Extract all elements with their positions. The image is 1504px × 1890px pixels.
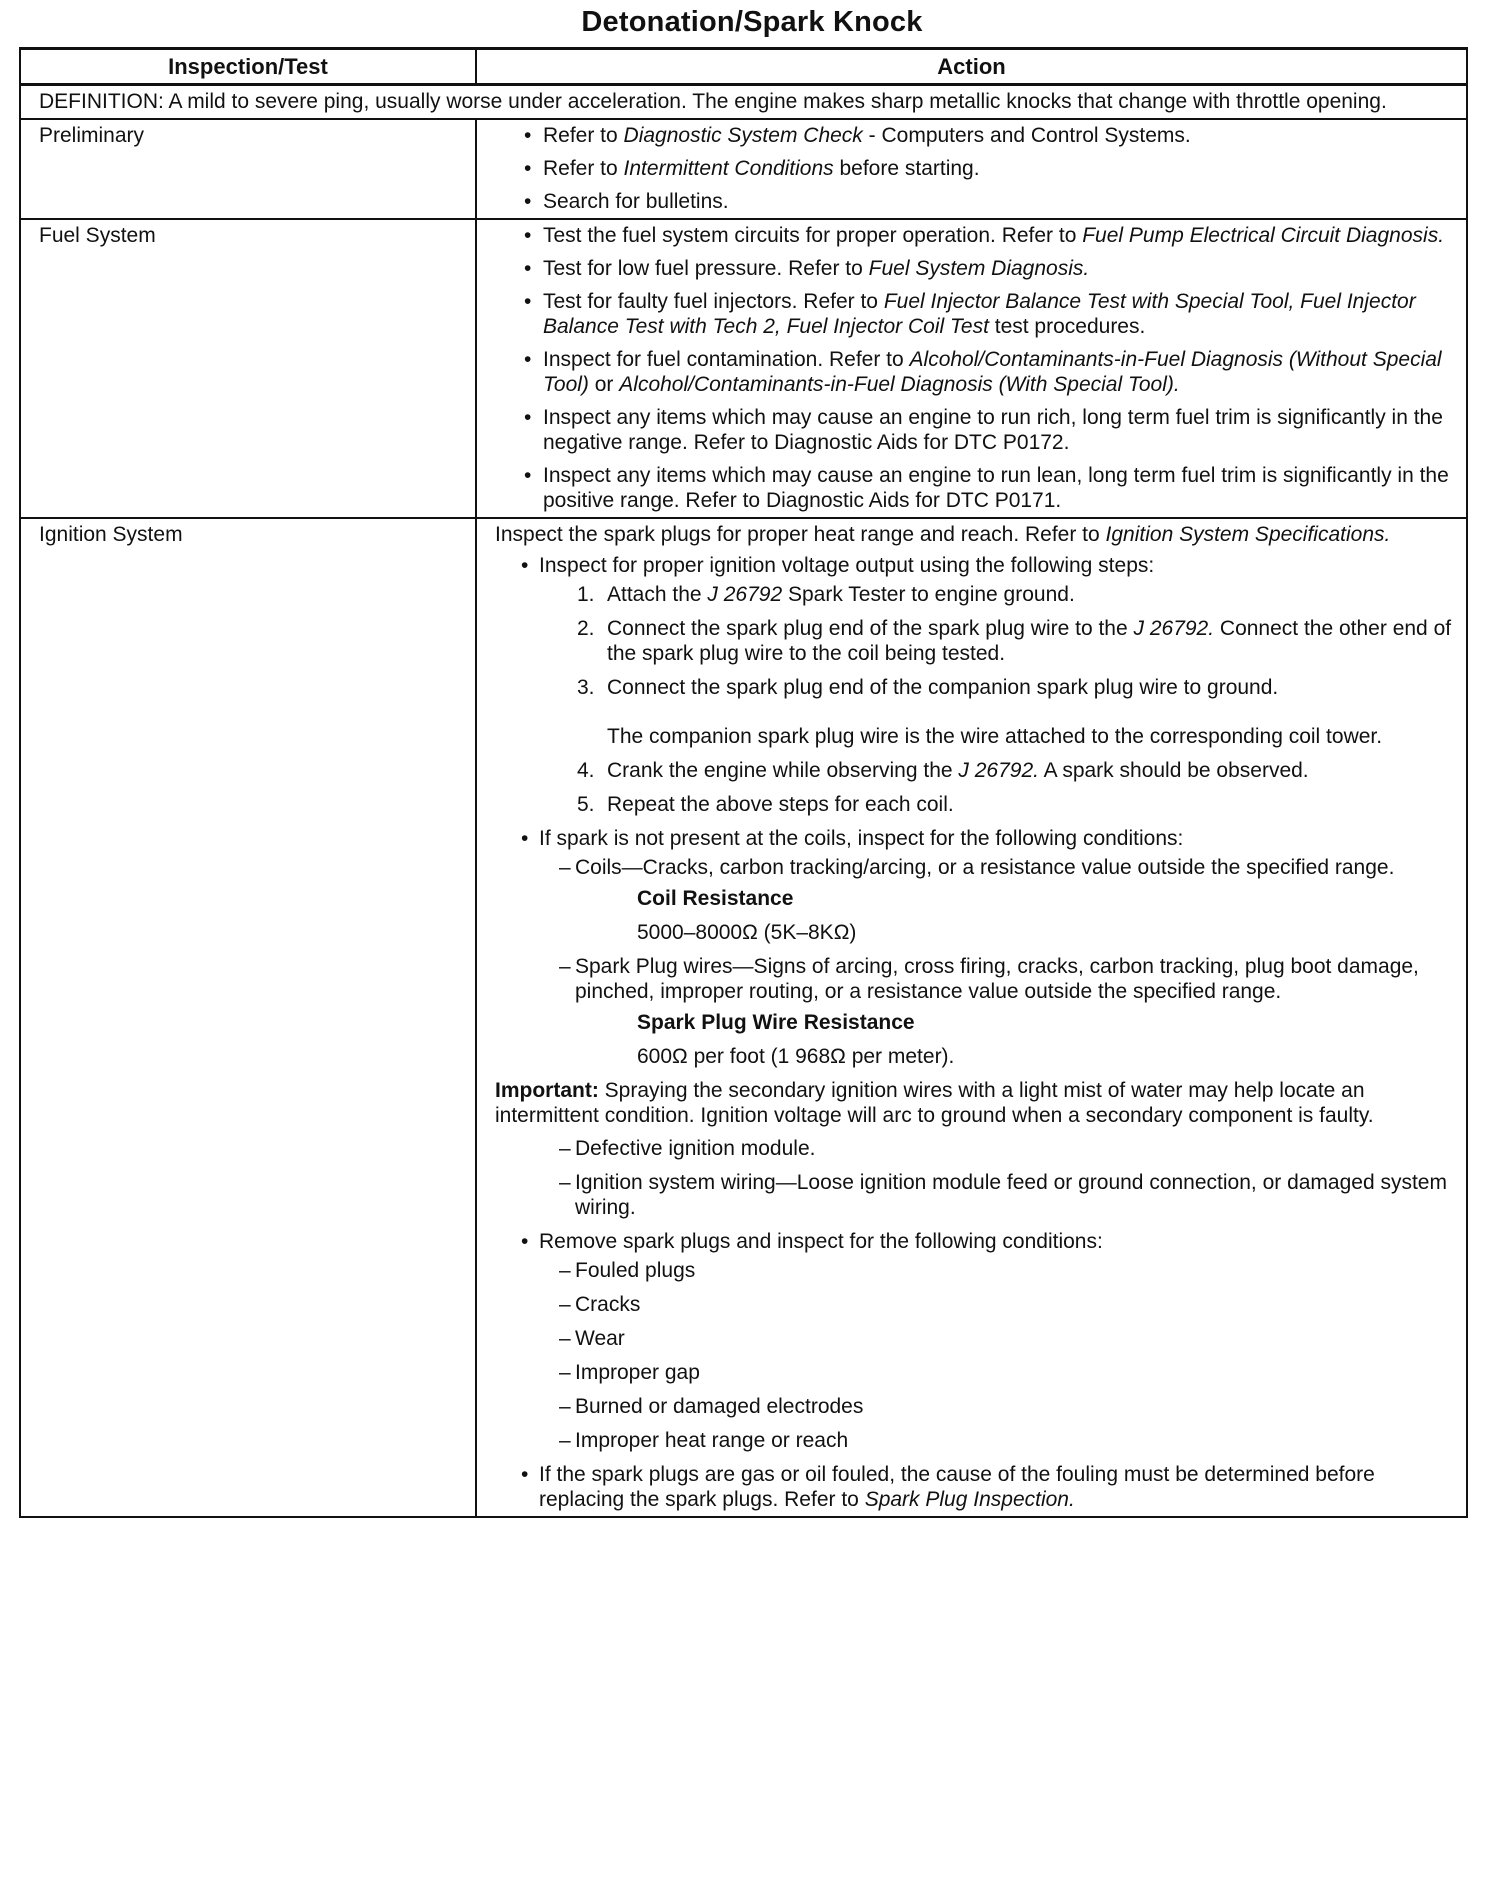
list-item xyxy=(495,826,1456,1220)
item-text: Crank the engine while observing the xyxy=(607,759,959,782)
diagnostic-table xyxy=(19,47,1468,1518)
header-inspection-test: Inspection/Test xyxy=(20,49,476,85)
list-item xyxy=(495,289,1456,339)
item-text: Spark Tester to engine ground. xyxy=(782,583,1075,606)
step-number: 5. xyxy=(577,793,595,816)
list-item xyxy=(495,156,1456,181)
item-text: Inspect the spark plugs for proper heat range and reach. Refer to xyxy=(495,523,1106,546)
step-number: 4. xyxy=(577,759,595,782)
reference-link: Fuel Pump Electrical Circuit Diagnosis. xyxy=(1082,224,1445,247)
condition-item xyxy=(539,954,1456,1069)
condition-item: – Cracks xyxy=(539,1292,1456,1317)
step-item xyxy=(539,675,1456,749)
important-label: Important: xyxy=(495,1079,599,1102)
condition-item: – Ignition system wiring—Loose ignition module feed or ground connection, or damaged system wiring. xyxy=(539,1170,1456,1220)
header-row xyxy=(20,49,1467,85)
list-item: • Inspect any items which may cause an engine to run lean, long term fuel trim is significantly in the positive range. Refer to Diagnostic Aids for DTC P0171. xyxy=(495,463,1456,513)
step-note: The companion spark plug wire is the wire attached to the corresponding coil tower. xyxy=(607,725,1383,748)
item-text: Inspect for fuel contamination. Refer to xyxy=(543,348,910,371)
reference-link: Diagnostic System Check xyxy=(623,124,863,147)
important-text: Spraying the secondary ignition wires with a light mist of water may help locate an intermittent condition. Ignition voltage will arc to ground when a secondary component is faulty. xyxy=(495,1079,1374,1127)
condition-item: – Wear xyxy=(539,1326,1456,1351)
item-text: Spark Plug wires—Signs of arcing, cross firing, cracks, carbon tracking, plug boot damage, pinched, improper routing, or a resistance value outside the specified range. xyxy=(575,955,1419,1003)
item-text: Test the fuel system circuits for proper operation. Refer to xyxy=(543,224,1083,247)
step-number: 2. xyxy=(577,617,595,640)
reference-link: Fuel System Diagnosis. xyxy=(868,257,1090,280)
spec-heading: Spark Plug Wire Resistance xyxy=(637,1011,915,1034)
condition-item xyxy=(539,855,1456,945)
spec-heading: Coil Resistance xyxy=(637,887,794,910)
plug-condition-list xyxy=(539,1258,1456,1453)
condition-item: – Fouled plugs xyxy=(539,1258,1456,1283)
condition-list-2 xyxy=(539,1136,1456,1220)
item-text: Inspect for proper ignition voltage output using the following steps: xyxy=(539,554,1155,577)
wire-resistance-spec xyxy=(575,1010,1456,1069)
list-item xyxy=(495,347,1456,397)
item-text: Remove spark plugs and inspect for the following conditions: xyxy=(539,1230,1103,1253)
table-row-fuel-system xyxy=(20,219,1467,518)
item-text: A spark should be observed. xyxy=(1038,759,1309,782)
row-label-fuel-system: Fuel System xyxy=(20,219,476,518)
table-row-preliminary xyxy=(20,119,1467,219)
row-label-preliminary: Preliminary xyxy=(20,119,476,219)
list-item xyxy=(495,1462,1456,1512)
condition-item: – Improper heat range or reach xyxy=(539,1428,1456,1453)
reference-link: Intermittent Conditions xyxy=(623,157,834,180)
ignition-list xyxy=(495,553,1456,1512)
list-item xyxy=(495,223,1456,248)
list-item xyxy=(495,256,1456,281)
list-item xyxy=(495,1229,1456,1453)
item-text: Refer to xyxy=(543,157,624,180)
item-text: or xyxy=(588,373,620,396)
condition-item: – Burned or damaged electrodes xyxy=(539,1394,1456,1419)
steps-list xyxy=(539,582,1456,817)
item-text: Connect the spark plug end of the spark plug wire to the xyxy=(607,617,1134,640)
item-text: Connect the spark plug end of the companion spark plug wire to ground. xyxy=(607,676,1279,699)
step-item xyxy=(539,582,1456,607)
item-text: Coils—Cracks, carbon tracking/arcing, or a resistance value outside the specified range. xyxy=(575,856,1395,879)
step-item xyxy=(539,616,1456,666)
document-title: Detonation/Spark Knock xyxy=(581,6,923,38)
condition-item: – Defective ignition module. xyxy=(539,1136,1456,1161)
condition-list xyxy=(539,855,1456,1069)
step-number: 1. xyxy=(577,583,595,606)
step-item xyxy=(539,792,1456,817)
item-text: Connect the other end of the spark plug wire to the coil being tested. xyxy=(607,617,1452,665)
table-row-ignition-system xyxy=(20,518,1467,1517)
item-text: Test for faulty fuel injectors. Refer to xyxy=(543,290,884,313)
reference-link: Alcohol/Contaminants-in-Fuel Diagnosis (Without Special Tool) xyxy=(543,348,1442,396)
list-item: • Inspect any items which may cause an engine to run rich, long term fuel trim is significantly in the negative range. Refer to Diagnostic Aids for DTC P0172. xyxy=(495,405,1456,455)
step-number: 3. xyxy=(577,676,595,699)
item-text: Test for low fuel pressure. Refer to xyxy=(543,257,869,280)
definition-text: DEFINITION: A mild to severe ping, usually worse under acceleration. The engine makes sharp metallic knocks that change with throttle opening. xyxy=(20,85,1467,120)
action-preliminary xyxy=(476,119,1467,219)
tool-ref: J 26792 xyxy=(707,583,783,606)
item-text: Repeat the above steps for each coil. xyxy=(607,793,954,816)
action-fuel-system xyxy=(476,219,1467,518)
item-text: test procedures. xyxy=(988,315,1146,338)
item-text: If spark is not present at the coils, inspect for the following conditions: xyxy=(539,827,1184,850)
step-item xyxy=(539,758,1456,783)
header-action: Action xyxy=(476,49,1467,85)
list-item xyxy=(495,553,1456,817)
reference-link: Alcohol/Contaminants-in-Fuel Diagnosis (With Special Tool). xyxy=(619,373,1180,396)
coil-resistance-spec xyxy=(575,886,1456,945)
item-text: Attach the xyxy=(607,583,708,606)
action-ignition-system xyxy=(476,518,1467,1517)
condition-item: – Improper gap xyxy=(539,1360,1456,1385)
important-note xyxy=(495,1078,1456,1128)
spec-value: 600Ω per foot (1 968Ω per meter). xyxy=(637,1045,955,1068)
reference-link: Fuel Injector Balance Test with Special Tool, Fuel Injector Balance Test with Tech 2, Fuel Injector Coil Test xyxy=(543,290,1416,338)
spec-value: 5000–8000Ω (5K–8KΩ) xyxy=(637,921,857,944)
tool-ref: J 26792. xyxy=(958,759,1039,782)
item-text: If the spark plugs are gas or oil fouled, the cause of the fouling must be determined before replacing the spark plugs. Refer to xyxy=(539,1463,1375,1511)
list-item: • Search for bulletins. xyxy=(495,189,1456,214)
preliminary-list xyxy=(495,123,1456,214)
reference-link: Spark Plug Inspection. xyxy=(864,1488,1075,1511)
item-text: - Computers and Control Systems. xyxy=(862,124,1191,147)
row-label-ignition-system: Ignition System xyxy=(20,518,476,1517)
reference-link: Ignition System Specifications. xyxy=(1105,523,1391,546)
tool-ref: J 26792. xyxy=(1133,617,1215,640)
item-text: before starting. xyxy=(833,157,980,180)
item-text: Refer to xyxy=(543,124,624,147)
ignition-intro xyxy=(495,522,1456,547)
definition-row xyxy=(20,85,1467,120)
list-item xyxy=(495,123,1456,148)
fuel-list xyxy=(495,223,1456,513)
